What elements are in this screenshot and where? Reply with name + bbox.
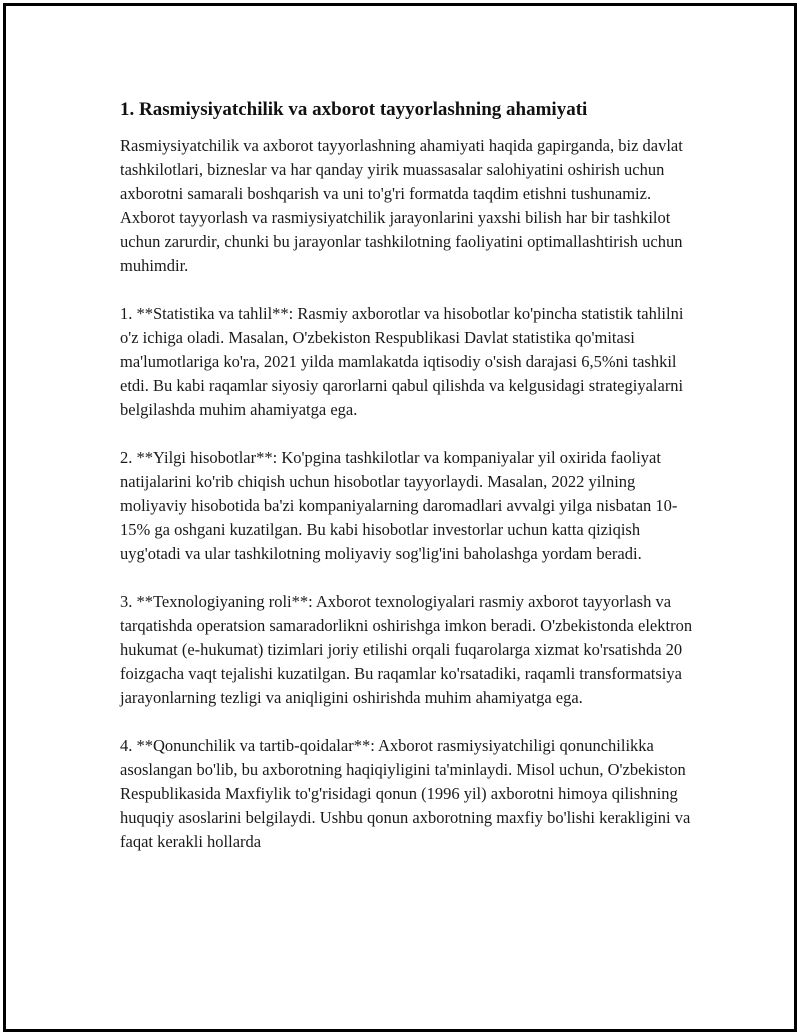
intro-paragraph: Rasmiysiyatchilik va axborot tayyorlashning ahamiyati haqida gapirganda, biz davlat tashkilotlari, bizneslar va har qanday yirik muassasalar salohiyatini oshirish uchun axborotni samarali boshqarish va uni to'g'ri formatda taqdim etishni tushunamiz. Axborot tayyorlash va rasmiysiyatchilik jarayonlarini yaxshi bilish har bir tashkilot uchun zarurdir, chunki bu jarayonlar tashkilotning faoliyatini optimallashtirish uchun muhimdir.	[120, 136, 683, 275]
statistics-paragraph: 1. **Statistika va tahlil**: Rasmiy axborotlar va hisobotlar ko'pincha statistik tahlilni o'z ichiga oladi. Masalan, O'zbekiston Respublikasi Davlat statistika qo'mitasi ma'lumotlariga ko'ra, 2021 yilda mamlakatda iqtisodiy o'sish darajasi 6,5%ni tashkil etdi. Bu kabi raqamlar siyosiy qarorlarni qabul qilishda va kelgusidagi strategiyalarni belgilashda muhim ahamiyatga ega.	[120, 304, 684, 419]
annual-reports-paragraph: 2. **Yilgi hisobotlar**: Ko'pgina tashkilotlar va kompaniyalar yil oxirida faoliyat natijalarini ko'rib chiqish uchun hisobotlar tayyorlaydi. Masalan, 2022 yilning moliyaviy hisobotida ba'zi kompaniyalarning daromadlari avvalgi yilga nisbatan 10-15% ga oshgani kuzatilgan. Bu kabi hisobotlar investorlar uchun katta qiziqish uyg'otadi va ular tashkilotning moliyaviy sog'lig'ini baholashga yordam beradi.	[120, 448, 678, 563]
section-heading: 1. Rasmiysiyatchilik va axborot tayyorlashning ahamiyati	[120, 99, 588, 120]
page-border	[3, 3, 797, 1032]
legislation-paragraph: 4. **Qonunchilik va tartib-qoidalar**: Axborot rasmiysiyatchiligi qonunchilikka asoslangan bo'lib, bu axborotning haqiqiyligini ta'minlaydi. Misol uchun, O'zbekiston Respublikasida Maxfiylik to'g'risidagi qonun (1996 yil) axborotni himoya qilishning huquqiy asoslarini belgilaydi. Ushbu qonun axborotning maxfiy bo'lishi kerakligini va faqat kerakli hollarda	[120, 736, 691, 851]
technology-paragraph: 3. **Texnologiyaning roli**: Axborot texnologiyalari rasmiy axborot tayyorlash va tarqatishda operatsion samaradorlikni oshirishga imkon beradi. O'zbekistonda elektron hukumat (e-hukumat) tizimlari joriy etilishi orqali fuqarolarga xizmat ko'rsatishda 20 foizgacha vaqt tejalishi kuzatilgan. Bu raqamlar ko'rsatadiki, raqamli transformatsiya jarayonlarning tezligi va aniqligini oshirishda muhim ahamiyatga ega.	[120, 592, 693, 707]
document-body	[120, 98, 700, 878]
